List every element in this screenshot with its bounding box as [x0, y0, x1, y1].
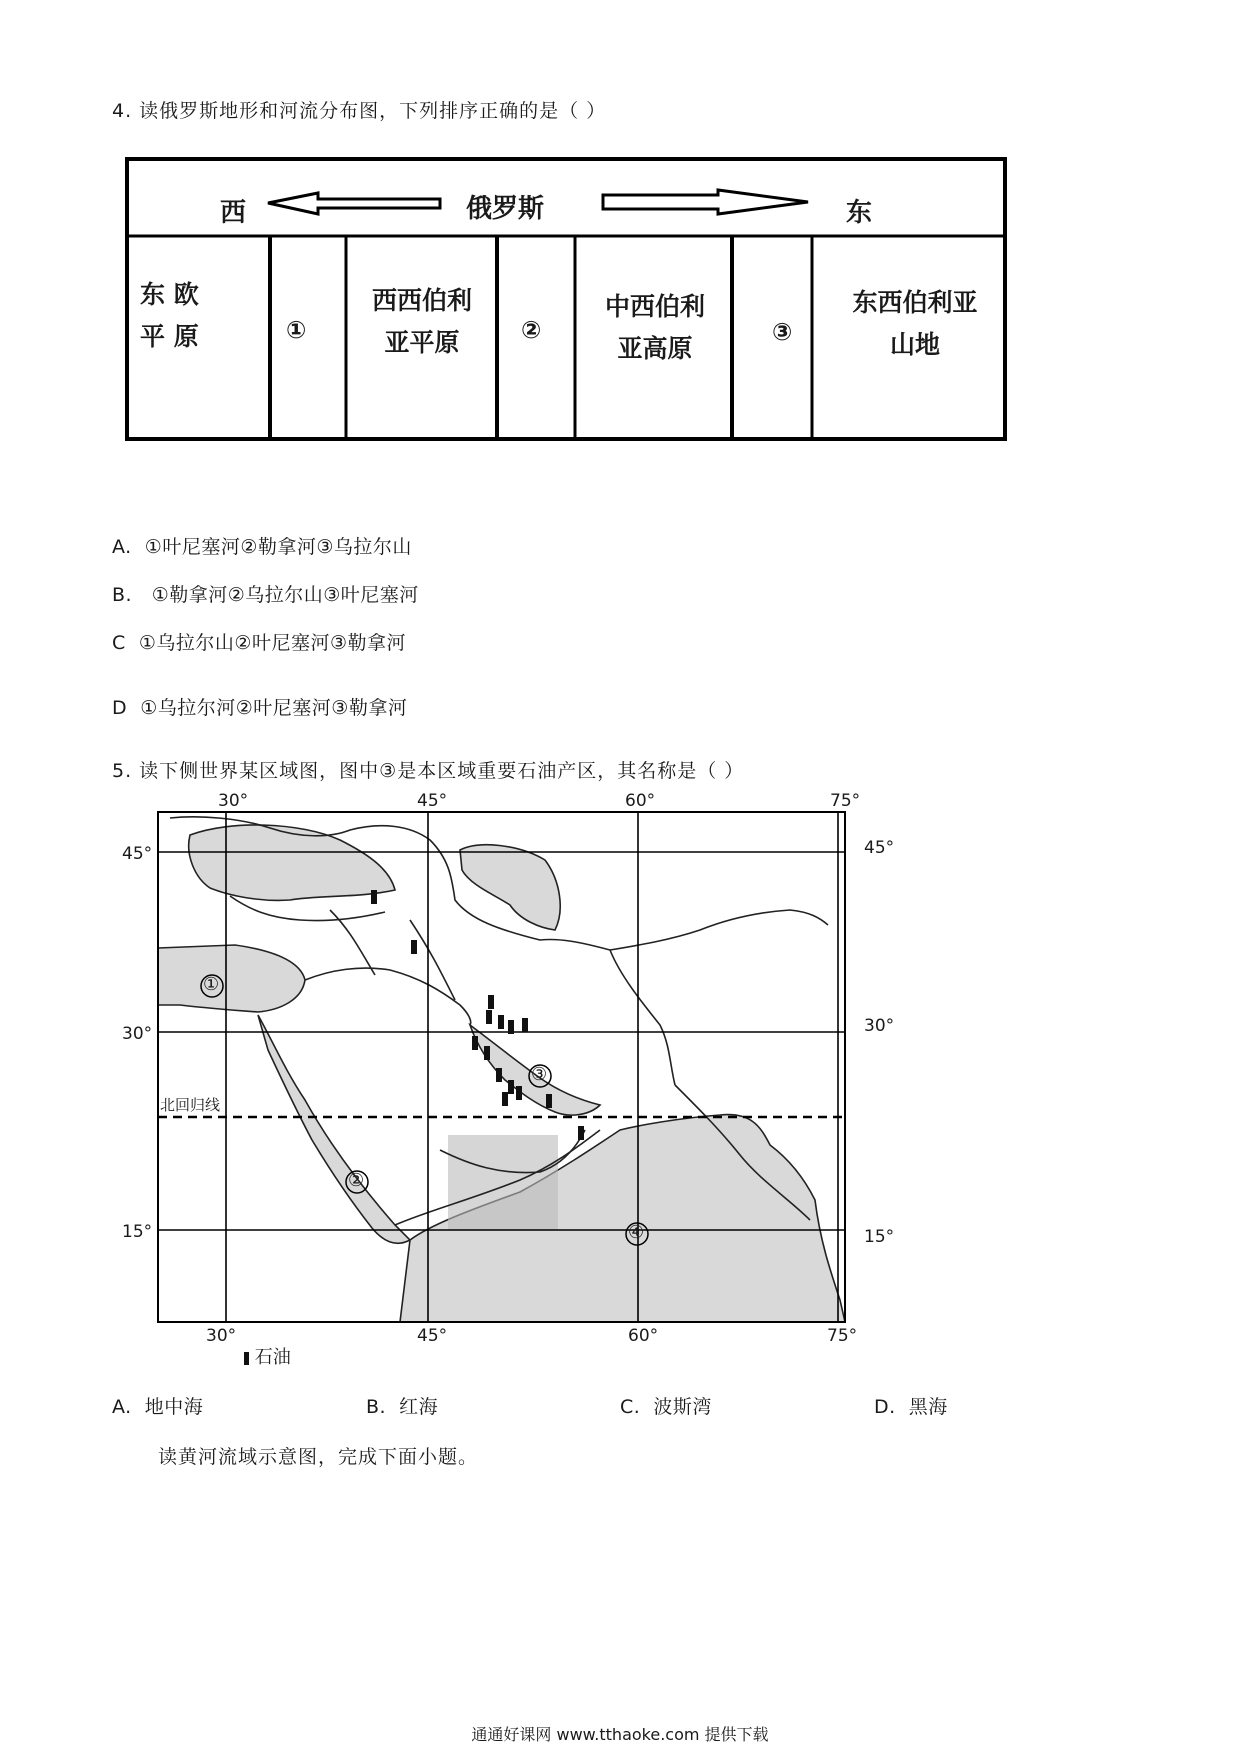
- mediterranean-area: [158, 945, 305, 1012]
- oil-marker-icon: [546, 1094, 552, 1108]
- q5-option-d[interactable]: D. 黑海: [874, 1396, 948, 1418]
- oil-marker-icon: [496, 1068, 502, 1082]
- lat-label-left-15: 15°: [122, 1222, 153, 1242]
- map-marker-3: ③: [531, 1064, 548, 1085]
- map-marker-2: ②: [348, 1170, 365, 1191]
- map-legend: 石油: [244, 1343, 291, 1369]
- q4-option-a[interactable]: A. ①叶尼塞河②勒拿河③乌拉尔山: [112, 536, 412, 558]
- desert-area: [448, 1135, 558, 1230]
- map-figure: [0, 800, 1240, 1380]
- map-marker-4: ④: [628, 1222, 645, 1243]
- lat-label-right-15: 15°: [864, 1227, 895, 1247]
- oil-marker-icon: [488, 995, 494, 1009]
- lat-label-right-30: 30°: [864, 1016, 895, 1036]
- oil-marker-icon: [484, 1046, 490, 1060]
- cell-east-european-plain: 东 欧 平 原: [140, 280, 199, 351]
- red-sea-area: [258, 1015, 410, 1243]
- lon-label-bottom-30: 30°: [206, 1326, 237, 1346]
- diagram-east-label: 东: [846, 198, 873, 228]
- cell-east-siberian-mountains: 东西伯利亚 山地: [852, 288, 978, 359]
- cell-marker-1: ①: [286, 316, 307, 344]
- oil-marker-icon: [371, 890, 377, 904]
- black-sea-area: [189, 825, 395, 900]
- q5-stem: 5. 读下侧世界某区域图，图中③是本区域重要石油产区，其名称是（ ）: [112, 760, 745, 782]
- lat-label-right-45: 45°: [864, 838, 895, 858]
- oil-marker-icon: [486, 1010, 492, 1024]
- oil-marker-icon: [411, 940, 417, 954]
- lat-label-left-30: 30°: [122, 1024, 153, 1044]
- cell-marker-2: ②: [521, 316, 542, 344]
- lon-label-bottom-45: 45°: [417, 1326, 448, 1346]
- q5-option-a[interactable]: A. 地中海: [112, 1396, 204, 1418]
- diagram-title: 俄罗斯: [466, 194, 545, 224]
- q5-option-c[interactable]: C. 波斯湾: [620, 1396, 712, 1418]
- west-arrow-icon: [268, 193, 440, 214]
- q4-option-b[interactable]: B. ①勒拿河②乌拉尔山③叶尼塞河: [112, 584, 419, 606]
- lon-label-top-60: 60°: [625, 791, 656, 811]
- lon-label-top-30: 30°: [218, 791, 249, 811]
- cell-west-siberian-plain: 西西伯利 亚平原: [371, 286, 472, 357]
- map-marker-1: ①: [203, 974, 220, 995]
- east-arrow-icon: [603, 190, 808, 214]
- oil-marker-icon: [498, 1015, 504, 1029]
- q4-option-c[interactable]: C ①乌拉尔山②叶尼塞河③勒拿河: [112, 632, 406, 654]
- oil-marker-icon: [578, 1126, 584, 1140]
- oil-legend-icon: [244, 1352, 249, 1365]
- page-footer: 通通好课网 www.tthaoke.com 提供下载: [471, 1725, 769, 1744]
- oil-marker-icon: [508, 1080, 514, 1094]
- tropic-label: 北回归线: [160, 1096, 221, 1114]
- diagram-frame: [0, 0, 1240, 460]
- q4-stem: 4. 读俄罗斯地形和河流分布图，下列排序正确的是（ ）: [112, 100, 607, 122]
- q4-option-d[interactable]: D ①乌拉尔河②叶尼塞河③勒拿河: [112, 697, 408, 719]
- cell-marker-3: ③: [772, 318, 793, 346]
- lon-label-bottom-75: 75°: [827, 1326, 858, 1346]
- q5-option-b[interactable]: B. 红海: [366, 1396, 439, 1418]
- diagram-west-label: 西: [220, 198, 247, 228]
- lon-label-top-75: 75°: [830, 791, 861, 811]
- oil-marker-icon: [508, 1020, 514, 1034]
- oil-marker-icon: [472, 1036, 478, 1050]
- lon-label-top-45: 45°: [417, 791, 448, 811]
- lon-label-bottom-60: 60°: [628, 1326, 659, 1346]
- oil-marker-icon: [522, 1018, 528, 1032]
- cell-central-siberian-plateau: 中西伯利 亚高原: [604, 292, 705, 363]
- oil-marker-icon: [502, 1092, 508, 1106]
- next-section-intro: 读黄河流域示意图，完成下面小题。: [158, 1446, 479, 1468]
- oil-marker-icon: [516, 1086, 522, 1100]
- lat-label-left-45: 45°: [122, 844, 153, 864]
